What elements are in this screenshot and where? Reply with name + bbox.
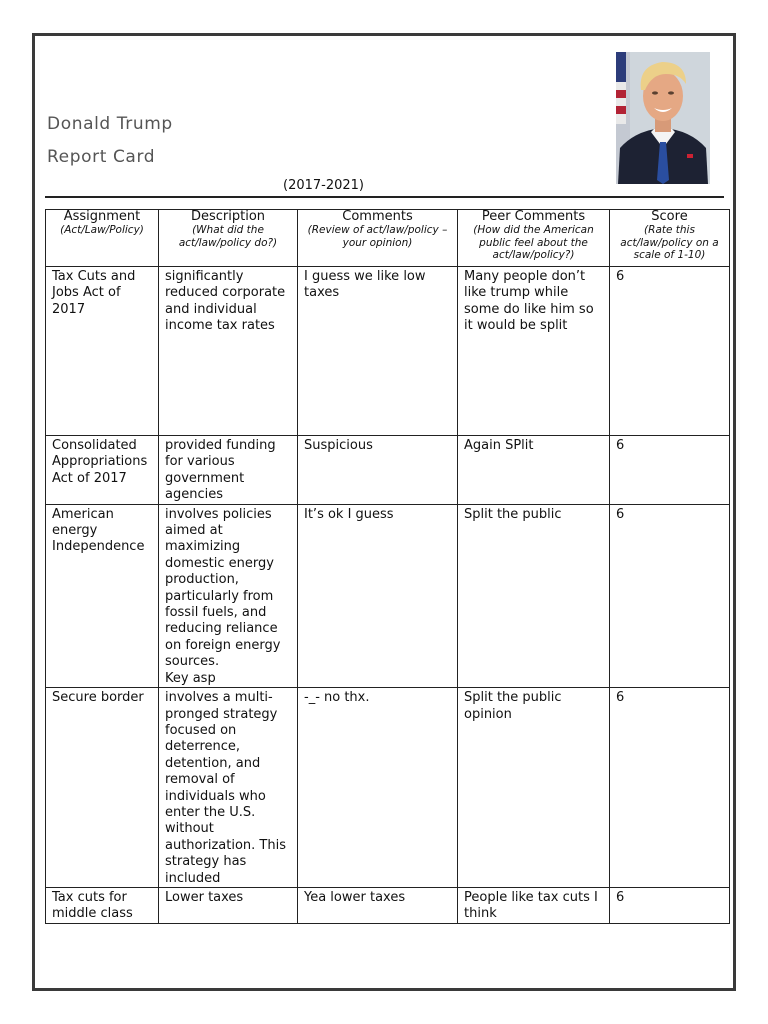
cell-peer-comments: People like tax cuts I think [458,887,610,923]
cell-assignment: Secure border [46,688,159,888]
column-header-label: Description [190,209,266,224]
cell-peer-comments: Many people don’t like trump while some do like him so it would be split [458,267,610,436]
column-header-note: (Review of act/law/policy – your opinion) [307,224,448,249]
column-header-label: Score [651,209,688,224]
cell-peer-comments: Split the public [458,504,610,687]
column-header-assignment [46,210,159,267]
table-row [46,436,730,505]
cell-assignment: Tax cuts for middle class [46,887,159,923]
portrait-image [616,52,710,184]
cell-description: significantly reduced corporate and individual income tax rates [159,267,298,436]
person-name: Donald Trump [47,114,173,134]
cell-assignment: American energy Independence [46,504,159,687]
cell-peer-comments: Again SPlit [458,436,610,505]
table-header-row [46,210,730,267]
cell-comments: It’s ok I guess [298,504,458,687]
column-header-note: (Act/Law/Policy) [60,224,144,236]
table-row [46,887,730,923]
column-header-comments [298,210,458,267]
table-row [46,504,730,687]
column-header-note: (How did the American public feel about the act/law/policy?) [473,224,594,261]
column-header-score [610,210,730,267]
column-header-note: (Rate this act/law/policy on a scale of 1-10) [620,224,719,261]
cell-description: Lower taxes [159,887,298,923]
cell-score: 6 [610,887,730,923]
cell-comments: Suspicious [298,436,458,505]
report-card-title: Report Card [47,147,156,167]
cell-comments: I guess we like low taxes [298,267,458,436]
term-years: (2017-2021) [283,178,365,193]
cell-score: 6 [610,688,730,888]
cell-score: 6 [610,267,730,436]
cell-description: involves a multi-pronged strategy focused on deterrence, detention, and removal of individuals who enter the U.S. without authorization. This strategy has included [159,688,298,888]
cell-comments: -_- no thx. [298,688,458,888]
column-header-description [159,210,298,267]
cell-peer-comments: Split the public opinion [458,688,610,888]
column-header-label: Peer Comments [481,209,586,224]
header-divider [45,196,724,198]
cell-assignment: Consolidated Appropriations Act of 2017 [46,436,159,505]
cell-comments: Yea lower taxes [298,887,458,923]
column-header-peer-comments [458,210,610,267]
table-row [46,688,730,888]
column-header-label: Comments [342,209,413,224]
report-card-page [32,33,736,991]
cell-score: 6 [610,504,730,687]
cell-description: provided funding for various government agencies [159,436,298,505]
portrait-photo [616,52,710,184]
column-header-label: Assignment [63,209,141,224]
cell-score: 6 [610,436,730,505]
cell-assignment: Tax Cuts and Jobs Act of 2017 [46,267,159,436]
table-row [46,267,730,436]
report-card-table [45,209,730,924]
cell-description: involves policies aimed at maximizing domestic energy production, particularly from fossil fuels, and reducing reliance on foreign energy sources. Key asp [159,504,298,687]
column-header-note: (What did the act/law/policy do?) [178,224,278,249]
